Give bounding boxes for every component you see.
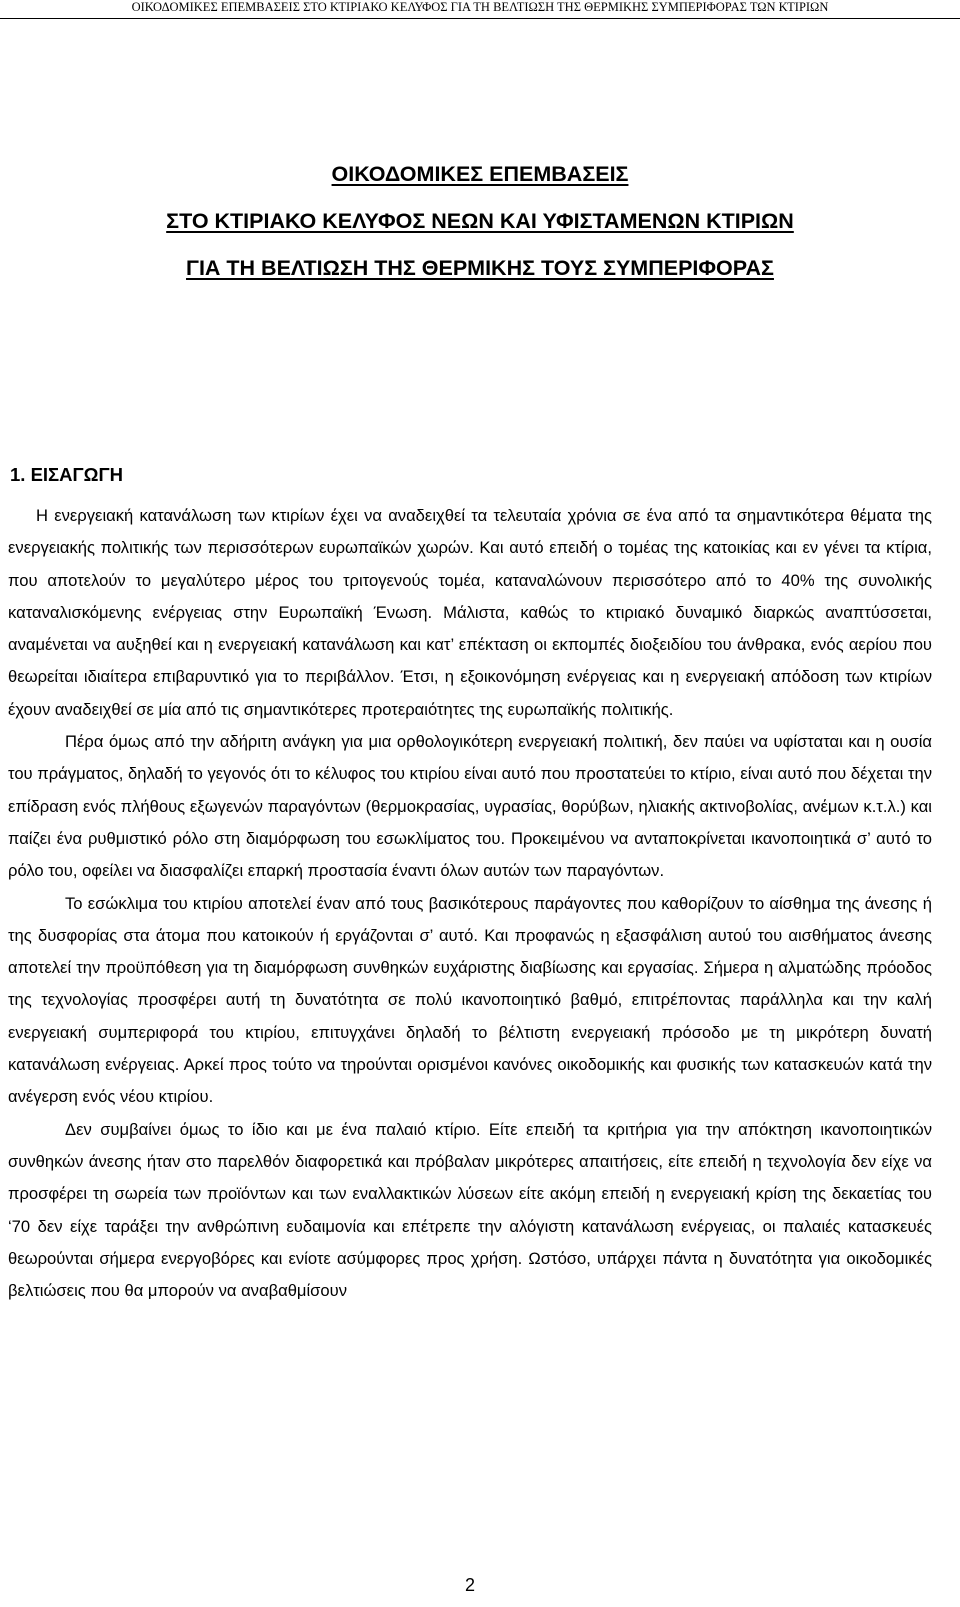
document-title bbox=[0, 156, 960, 297]
running-header bbox=[0, 0, 960, 19]
running-header-text: ΟΙΚΟΔΟΜΙΚΕΣ ΕΠΕΜΒΑΣΕΙΣ ΣΤΟ ΚΤΙΡΙΑΚΟ ΚΕΛΥΦΟΣ ΓΙΑ ΤΗ ΒΕΛΤΙΩΣΗ ΤΗΣ ΘΕΡΜΙΚΗΣ ΣΥΜΠΕΡΙΦΟΡΑΣ ΤΩΝ ΚΤΙΡΙΩΝ bbox=[131, 0, 829, 14]
paragraph-4: Δεν συμβαίνει όμως το ίδιο και με ένα παλαιό κτίριο. Είτε επειδή τα κριτήρια για την απόκτηση ικανοποιητικών συνθηκών άνεσης ήταν στο παρελθόν διαφορετικά και πρόβαλαν μικρότερες απαιτήσεις, είτε επειδή η τεχνολογία δεν είχε να προσφέρει τη σωρεία των προϊόντων και των εναλλακτικών λύσεων είτε ακόμη επειδή η ενεργειακή κρίση της δεκαετίας του ‘70 δεν είχε ταράξει την ανθρώπινη ευδαιμονία και επέτρεπε την αλόγιστη κατανάλωση ενέργειας, οι παλαιές κατασκευές θεωρούνται σήμερα ενεργοβόρες και ενίοτε ασύμφορες προς χρήση. Ωστόσο, υπάρχει πάντα η δυνατότητα για οικοδομικές βελτιώσεις που θα μπορούν να αναβαθμίσουν bbox=[8, 1119, 932, 1301]
title-line-2: ΣΤΟ ΚΤΙΡΙΑΚΟ ΚΕΛΥΦΟΣ ΝΕΩΝ ΚΑΙ ΥΦΙΣΤΑΜΕΝΩΝ ΚΤΙΡΙΩΝ bbox=[166, 209, 794, 233]
body-text bbox=[8, 500, 932, 1307]
paragraph-2: Πέρα όμως από την αδήριτη ανάγκη για μια ορθολογικότερη ενεργειακή πολιτική, δεν παύει να υφίσταται και η ουσία του πράγματος, δηλαδή το γεγονός ότι το κέλυφος του κτιρίου είναι αυτό που προστατεύει το κτίριο, είναι αυτό που δέχεται την επίδραση ενός πλήθους εξωγενών παραγόντων (θερμοκρασίας, υγρασίας, θορύβων, ηλιακής ακτινοβολίας, ανέμων κ.τ.λ.) και παίζει ένα ρυθμιστικό ρόλο στη διαμόρφωση του εσωκλίματος του. Προκειμένου να ανταποκρίνεται ικανοποιητικά σ’ αυτό το ρόλο του, οφείλει να διασφαλίζει επαρκή προστασία έναντι όλων αυτών των παραγόντων. bbox=[8, 732, 932, 881]
paragraph-3: Το εσώκλιμα του κτιρίου αποτελεί έναν από τους βασικότερους παράγοντες που καθορίζουν το αίσθημα της άνεσης ή της δυσφορίας στα άτομα που κατοικούν ή εργάζονται σ’ αυτό. Και προφανώς η εξασφάλιση αυτού του αισθήματος άνεσης αποτελεί την προϋπόθεση για τη διαμόρφωση συνθηκών ευχάριστης διαβίωσης και εργασίας. Σήμερα η αλματώδης πρόοδος της τεχνολογίας προσφέρει αυτή τη δυνατότητα σε πολύ ικανοποιητικό βαθμό, επιτρέποντας παράλληλα και την καλή ενεργειακή συμπεριφορά του κτιρίου, επιτυγχάνει δηλαδή το βέλτιστη ενεργειακή πρόσοδο με τη μικρότερη δυνατή κατανάλωση ενέργειας. Αρκεί προς τούτο να τηρούνται ορισμένοι κανόνες οικοδομικής και φυσικής των κατασκευών κατά την ανέγερση ενός νέου κτιρίου. bbox=[8, 893, 932, 1107]
title-line-1: ΟΙΚΟΔΟΜΙΚΕΣ ΕΠΕΜΒΑΣΕΙΣ bbox=[331, 162, 629, 186]
section-heading: 1. ΕΙΣΑΓΩΓΗ bbox=[10, 464, 123, 485]
title-line-3: ΓΙΑ ΤΗ ΒΕΛΤΙΩΣΗ ΤΗΣ ΘΕΡΜΙΚΗΣ ΤΟΥΣ ΣΥΜΠΕΡΙΦΟΡΑΣ bbox=[186, 256, 774, 280]
header-rule bbox=[0, 18, 960, 19]
page-number: 2 bbox=[464, 1575, 475, 1595]
paragraph-1: Η ενεργειακή κατανάλωση των κτιρίων έχει να αναδειχθεί τα τελευταία χρόνια σε ένα από τα σημαντικότερα θέματα της ενεργειακής πολιτικής των περισσότερων ευρωπαϊκών χωρών. Και αυτό επειδή ο τομέας της κατοικίας και εν γένει τα κτίρια, που αποτελούν το μεγαλύτερο μέρος του τριτογενούς τομέα, καταναλώνουν περισσότερο από το 40% της συνολικής καταναλισκόμενης ενέργειας στην Ευρωπαϊκή Ένωση. Μάλιστα, καθώς το κτιριακό δυναμικό διαρκώς αναπτύσσεται, αναμένεται να αυξηθεί και η ενεργειακή κατανάλωση και κατ’ επέκταση οι εκπομπές διοξειδίου του άνθρακα, ενός αερίου που θεωρείται ιδιαίτερα επιβαρυντικό για το περιβάλλον. Έτσι, η εξοικονόμηση ενέργειας και η ενεργειακή απόδοση των κτιρίων έχουν αναδειχθεί σε μία από τις σημαντικότερες προτεραιότητες της ευρωπαϊκής πολιτικής. bbox=[8, 506, 932, 719]
